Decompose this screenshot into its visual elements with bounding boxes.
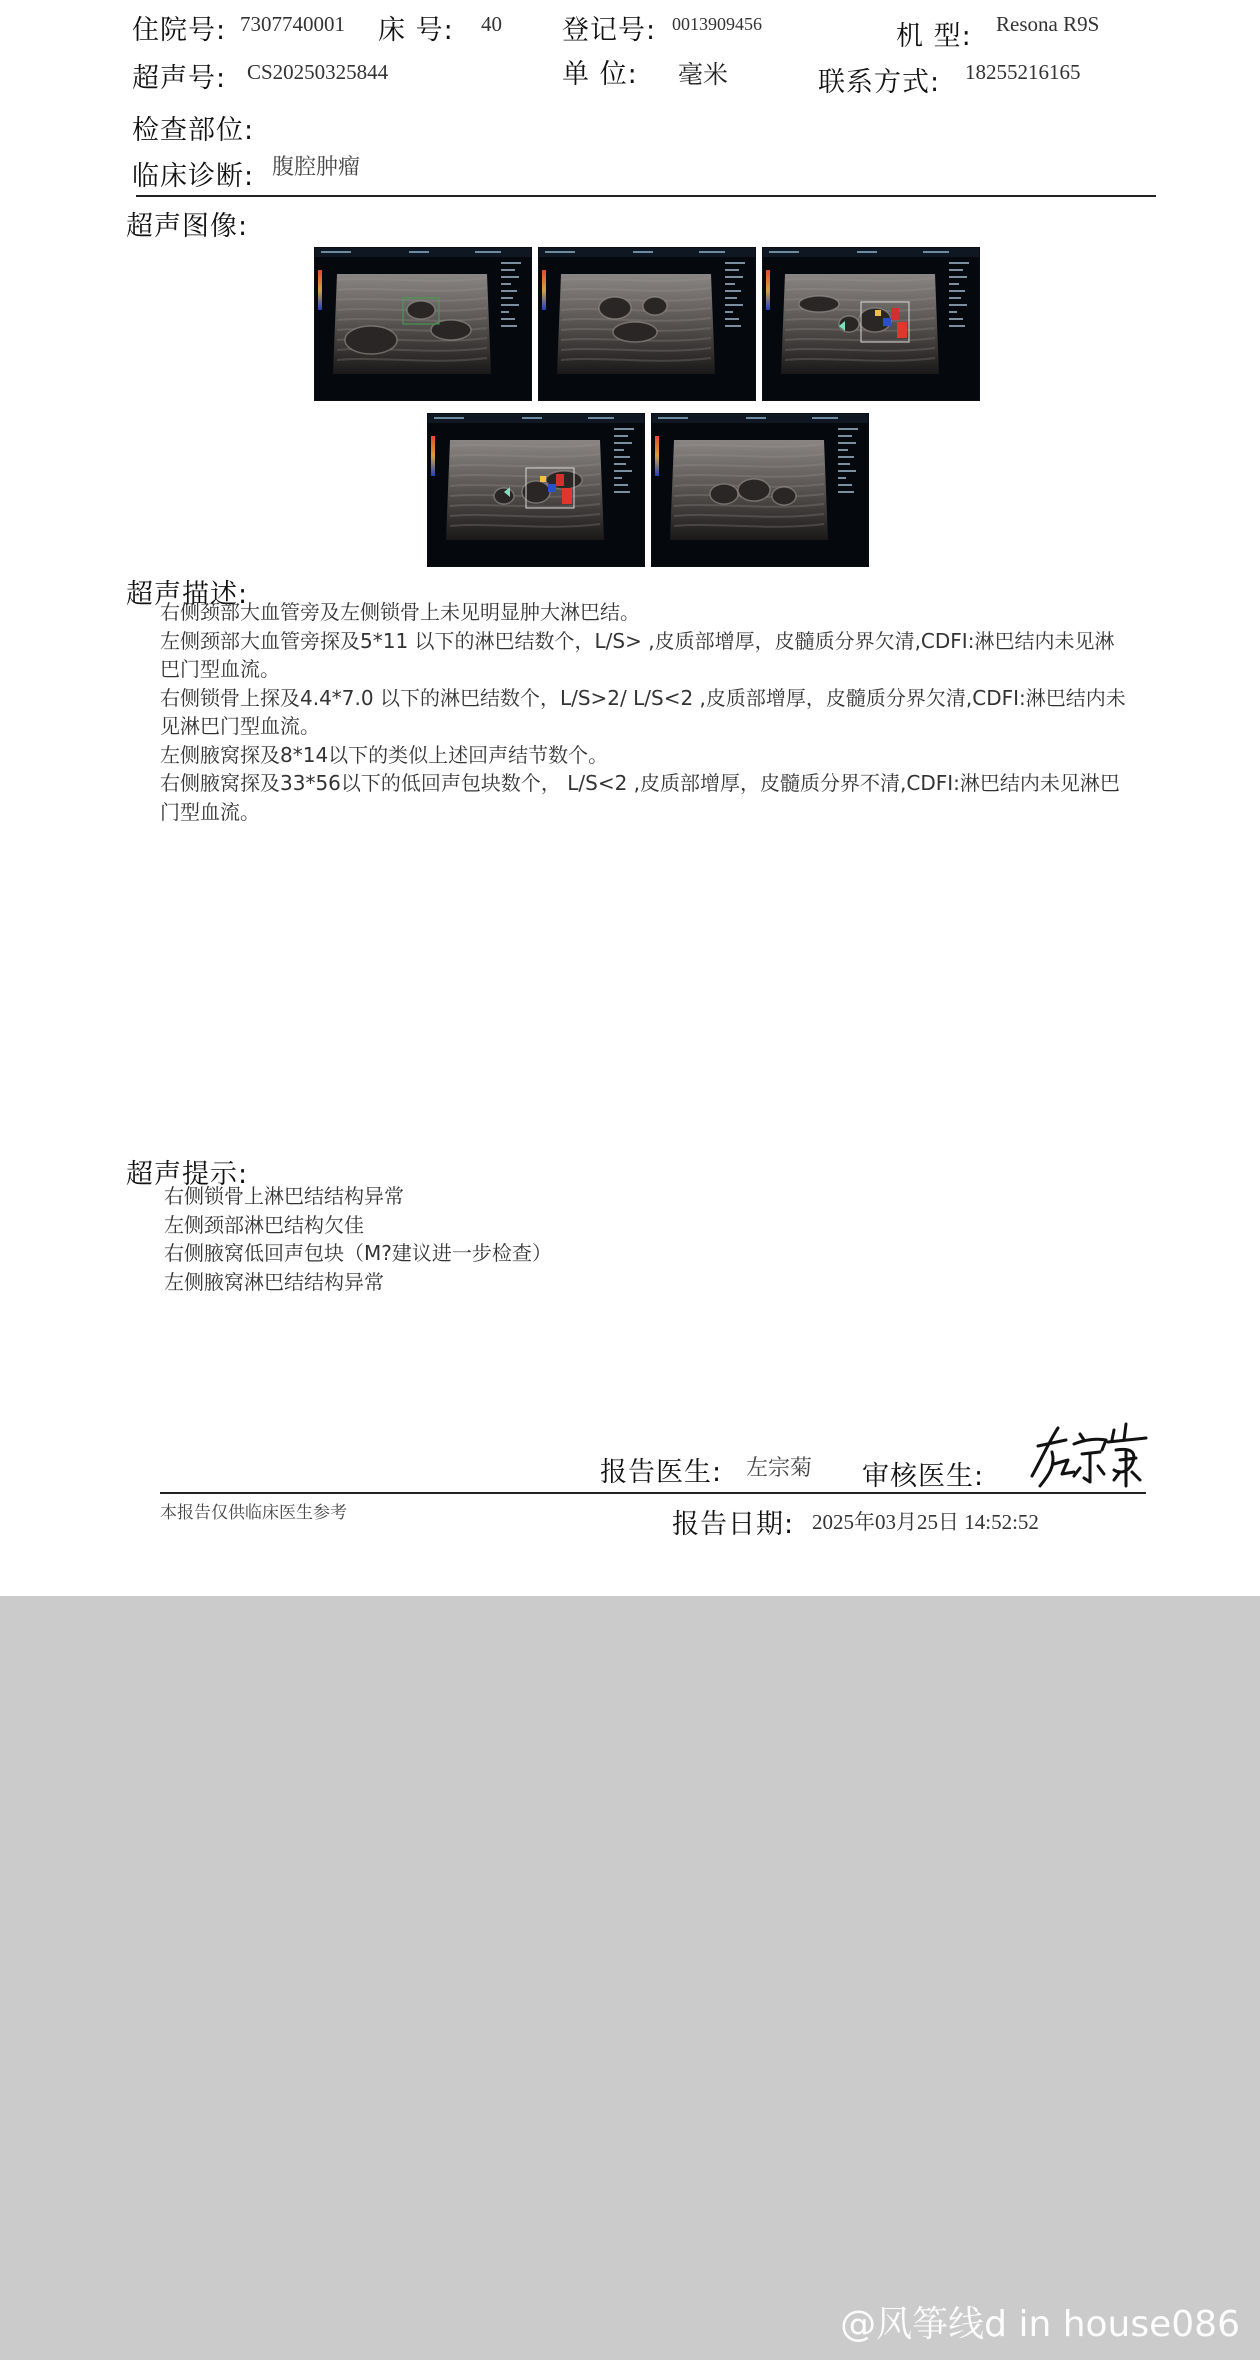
admission-value: 7307740001 (240, 12, 345, 36)
description-text (160, 598, 1130, 826)
watermark-text: @风筝线d in house086 (840, 2304, 1240, 2345)
admission-label: 住院号: (132, 15, 227, 46)
description-paragraph: 右侧腋窝探及33*56以下的低回声包块数个， L/S<2 ,皮质部增厚，皮髓质分界不清,CDFI:淋巴结内未见淋巴门型血流。 (160, 771, 1120, 824)
machine-label: 机 型: (896, 21, 972, 52)
contact-value: 18255216165 (965, 60, 1081, 84)
disclaimer-text: 本报告仅供临床医生参考 (160, 1503, 347, 1523)
diagnosis-value: 腹腔肿瘤 (272, 155, 361, 180)
ultrasound-image-4 (427, 413, 645, 567)
conclusion-label: 超声提示: (126, 1159, 249, 1190)
description-label: 超声描述: (126, 579, 249, 610)
review-doctor-label: 审核医生: (862, 1461, 985, 1492)
conclusion-item: 左侧腋窝淋巴结结构异常 (164, 1269, 384, 1294)
images-section-label: 超声图像: (126, 211, 249, 242)
diagnosis-label: 临床诊断: (132, 161, 255, 192)
ultrasound-image-1 (314, 247, 532, 401)
exam-site-label: 检查部位: (132, 115, 255, 146)
register-label: 登记号: (562, 15, 657, 46)
machine-value: Resona R9S (996, 12, 1100, 36)
contact-label: 联系方式: (818, 67, 941, 98)
description-paragraph: 左侧腋窝探及8*14以下的类似上述回声结节数个。 (160, 742, 609, 767)
description-paragraph: 右侧锁骨上探及4.4*7.0 以下的淋巴结数个，L/S>2/ L/S<2 ,皮质部增厚，皮髓质分界欠清,CDFI:淋巴结内未见淋巴门型血流。 (160, 685, 1126, 738)
ultrasound-no-value: CS20250325844 (247, 60, 389, 84)
ultrasound-image-3 (762, 247, 980, 401)
bed-label: 床 号: (378, 15, 454, 46)
conclusion-list (164, 1182, 552, 1296)
ultrasound-image-5 (651, 413, 869, 567)
conclusion-item: 右侧腋窝低回声包块（M?建议进一步检查） (164, 1241, 552, 1265)
bed-value: 40 (481, 12, 502, 36)
report-date-value: 2025年03月25日 14:52:52 (812, 1510, 1039, 1534)
report-doctor-label: 报告医生: (600, 1457, 723, 1488)
ultrasound-image-2 (538, 247, 756, 401)
register-value: 0013909456 (672, 14, 762, 34)
description-paragraph: 右侧颈部大血管旁及左侧锁骨上未见明显肿大淋巴结。 (160, 600, 640, 624)
conclusion-item: 左侧颈部淋巴结构欠佳 (164, 1212, 364, 1237)
footer-divider (160, 1492, 1146, 1494)
unit-label: 单 位: (562, 59, 638, 90)
signature-image (1028, 1410, 1152, 1494)
report-date-label: 报告日期: (672, 1509, 795, 1540)
conclusion-item: 右侧锁骨上淋巴结结构异常 (164, 1184, 404, 1208)
unit-value: 毫米 (678, 60, 729, 89)
ultrasound-no-label: 超声号: (132, 63, 227, 94)
report-doctor-value: 左宗菊 (746, 1456, 813, 1481)
header-divider (136, 195, 1156, 197)
description-paragraph: 左侧颈部大血管旁探及5*11 以下的淋巴结数个，L/S> ,皮质部增厚，皮髓质分界欠清,CDFI:淋巴结内未见淋巴门型血流。 (160, 628, 1115, 681)
